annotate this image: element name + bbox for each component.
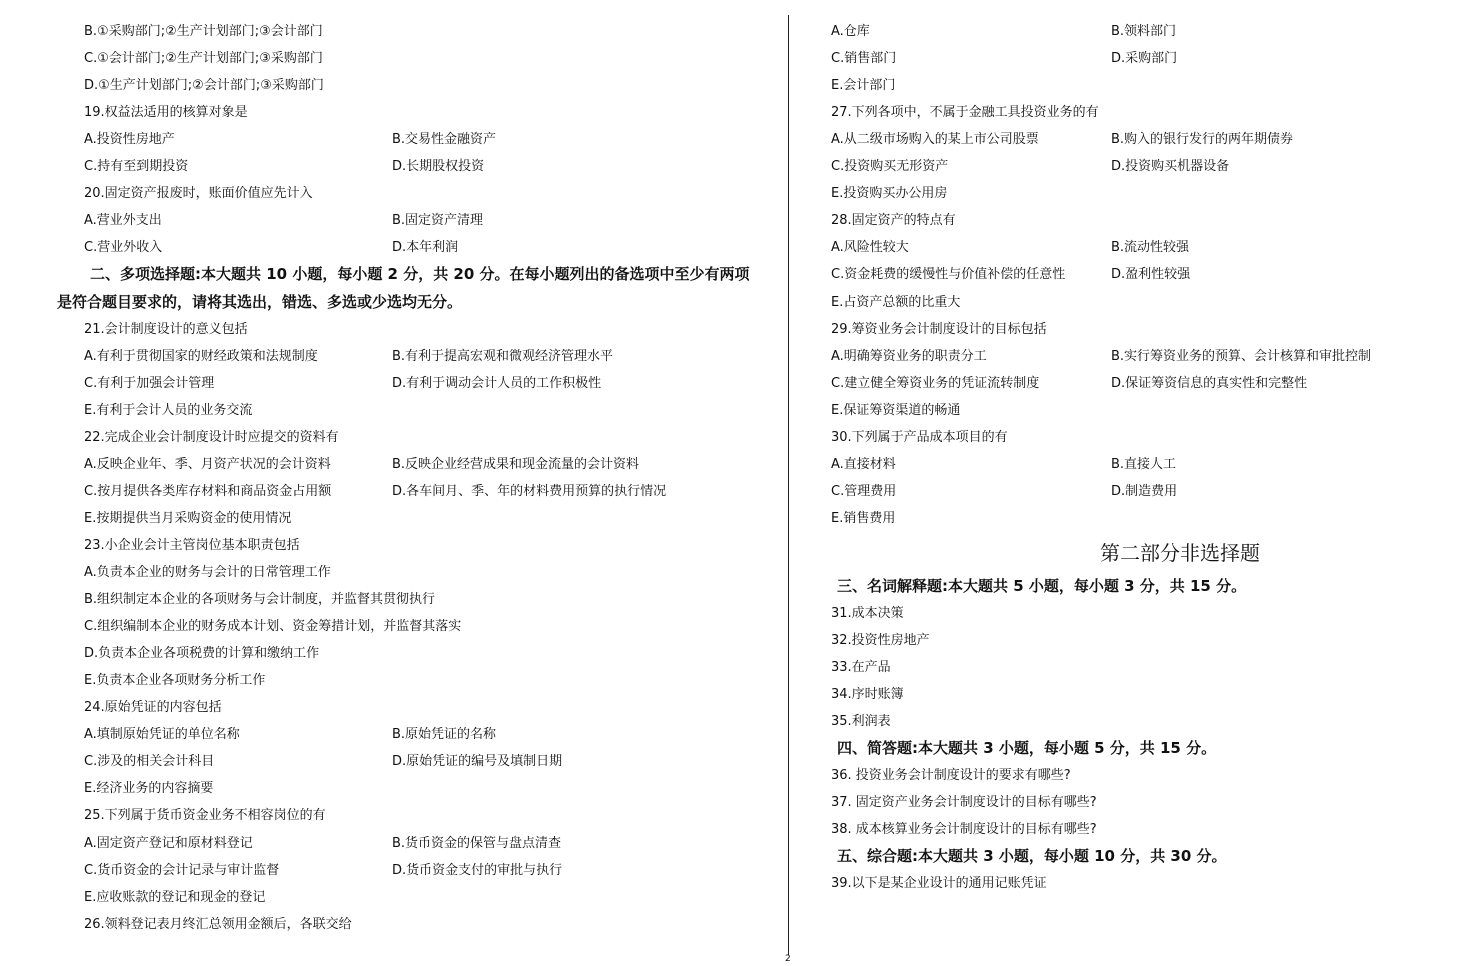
option-left: C.建立健全筹资业务的凭证流转制度: [831, 375, 1040, 391]
question-line: 19.权益法适用的核算对象是: [84, 105, 248, 121]
section-heading: 四、简答题:本大题共 3 小题，每小题 5 分，共 15 分。: [837, 739, 1217, 757]
question-line: E.保证筹资渠道的畅通: [831, 402, 961, 418]
question-line: E.按期提供当月采购资金的使用情况: [84, 510, 292, 526]
option-right: D.有利于调动会计人员的工作积极性: [392, 375, 602, 391]
option-left: A.明确筹资业务的职责分工: [831, 348, 987, 364]
column-divider: [788, 15, 789, 955]
question-line: 29.筹资业务会计制度设计的目标包括: [831, 321, 1047, 337]
option-right: D.原始凭证的编号及填制日期: [392, 754, 563, 770]
option-right: B.交易性金融资产: [392, 132, 497, 148]
option-left: A.从二级市场购入的某上市公司股票: [831, 132, 1039, 148]
question-line: 34.序时账簿: [831, 687, 904, 702]
question-line: 31.成本决策: [831, 606, 904, 621]
section-heading-cont: 是符合题目要求的，请将其选出，错选、多选或少选均无分。: [57, 292, 463, 311]
option-left: C.销售部门: [831, 51, 897, 67]
option-right: D.各车间月、季、年的材料费用预算的执行情况: [392, 483, 667, 499]
question-line: D.①生产计划部门;②会计部门;③采购部门: [84, 78, 324, 94]
question-line: B.组织制定本企业的各项财务与会计制度，并监督其贯彻执行: [84, 592, 436, 608]
option-right: D.保证筹资信息的真实性和完整性: [1111, 375, 1308, 391]
option-right: B.购入的银行发行的两年期债券: [1111, 132, 1294, 148]
option-left: C.有利于加强会计管理: [84, 375, 215, 391]
option-left: C.资金耗费的缓慢性与价值补偿的任意性: [831, 267, 1066, 283]
question-line: 32.投资性房地产: [831, 633, 930, 648]
option-left: A.有利于贯彻国家的财经政策和法规制度: [84, 348, 318, 364]
question-line: E.会计部门: [831, 78, 896, 94]
question-line: E.投资购买办公用房: [831, 186, 948, 202]
option-left: C.按月提供各类库存材料和商品资金占用额: [84, 483, 332, 499]
option-left: A.直接材料: [831, 456, 896, 472]
question-line: 36. 投资业务会计制度设计的要求有哪些?: [831, 768, 1071, 783]
question-line: E.经济业务的内容摘要: [84, 781, 214, 797]
question-line: C.①会计部门;②生产计划部门;③采购部门: [84, 51, 323, 67]
option-left: A.投资性房地产: [84, 132, 175, 148]
option-right: B.货币资金的保管与盘点清查: [392, 835, 562, 851]
question-line: 22.完成企业会计制度设计时应提交的资料有: [84, 429, 339, 445]
option-left: C.持有至到期投资: [84, 159, 189, 175]
option-left: C.管理费用: [831, 483, 897, 499]
option-right: B.固定资产清理: [392, 213, 484, 229]
question-line: 23.小企业会计主管岗位基本职责包括: [84, 537, 300, 553]
option-right: B.原始凭证的名称: [392, 727, 497, 743]
option-left: A.营业外支出: [84, 213, 162, 229]
question-line: 24.原始凭证的内容包括: [84, 700, 222, 716]
question-line: 35.利润表: [831, 714, 891, 729]
option-right: D.投资购买机器设备: [1111, 159, 1230, 175]
question-line: 28.固定资产的特点有: [831, 213, 956, 229]
question-line: 39.以下是某企业设计的通用记账凭证: [831, 876, 1047, 891]
question-line: 21.会计制度设计的意义包括: [84, 321, 248, 337]
question-line: E.应收账款的登记和现金的登记: [84, 889, 266, 905]
question-line: 30.下列属于产品成本项目的有: [831, 429, 1008, 445]
option-left: A.填制原始凭证的单位名称: [84, 727, 240, 743]
question-line: 37. 固定资产业务会计制度设计的目标有哪些?: [831, 795, 1097, 810]
section-heading: 二、多项选择题:本大题共 10 小题，每小题 2 分，共 20 分。在每小题列出的备选项中至少有两项: [90, 265, 750, 284]
option-left: C.营业外收入: [84, 240, 163, 256]
question-line: A.负责本企业的财务与会计的日常管理工作: [84, 565, 331, 580]
question-line: 27.下列各项中，不属于金融工具投资业务的有: [831, 105, 1099, 121]
option-left: A.固定资产登记和原材料登记: [84, 835, 253, 851]
question-line: 38. 成本核算业务会计制度设计的目标有哪些?: [831, 822, 1097, 837]
question-line: E.有利于会计人员的业务交流: [84, 402, 253, 418]
option-right: B.反映企业经营成果和现金流量的会计资料: [392, 456, 640, 472]
section-title: 第二部分非选择题: [1100, 541, 1260, 565]
question-line: 33.在产品: [831, 660, 891, 675]
question-line: E.销售费用: [831, 510, 896, 526]
question-line: 26.领料登记表月终汇总领用金额后，各联交给: [84, 916, 352, 932]
option-left: A.反映企业年、季、月资产状况的会计资料: [84, 456, 331, 472]
option-right: B.实行筹资业务的预算、会计核算和审批控制: [1111, 348, 1372, 364]
option-right: B.领料部门: [1111, 24, 1177, 39]
section-heading: 五、综合题:本大题共 3 小题，每小题 10 分，共 30 分。: [837, 847, 1227, 865]
question-line: B.①采购部门;②生产计划部门;③会计部门: [84, 24, 323, 39]
option-right: B.直接人工: [1111, 456, 1177, 472]
option-right: D.长期股权投资: [392, 159, 485, 175]
option-left: A.仓库: [831, 24, 870, 39]
section-heading: 三、名词解释题:本大题共 5 小题，每小题 3 分，共 15 分。: [837, 577, 1247, 595]
option-left: A.风险性较大: [831, 240, 909, 256]
option-left: C.涉及的相关会计科目: [84, 754, 215, 770]
option-left: C.投资购买无形资产: [831, 159, 949, 175]
question-line: 20.固定资产报废时，账面价值应先计入: [84, 186, 313, 202]
option-right: D.本年利润: [392, 240, 459, 256]
option-right: D.采购部门: [1111, 51, 1178, 67]
option-left: C.货币资金的会计记录与审计监督: [84, 862, 280, 878]
option-right: B.流动性较强: [1111, 240, 1190, 256]
question-line: E.负责本企业各项财务分析工作: [84, 673, 266, 689]
option-right: D.盈利性较强: [1111, 267, 1191, 283]
question-line: 25.下列属于货币资金业务不相容岗位的有: [84, 808, 326, 824]
option-right: B.有利于提高宏观和微观经济管理水平: [392, 348, 614, 364]
page-number: 2: [785, 954, 791, 964]
option-right: D.制造费用: [1111, 483, 1178, 499]
question-line: C.组织编制本企业的财务成本计划、资金筹措计划，并监督其落实: [84, 619, 462, 635]
question-line: E.占资产总额的比重大: [831, 294, 961, 310]
option-right: D.货币资金支付的审批与执行: [392, 862, 563, 878]
question-line: D.负责本企业各项税费的计算和缴纳工作: [84, 646, 320, 662]
